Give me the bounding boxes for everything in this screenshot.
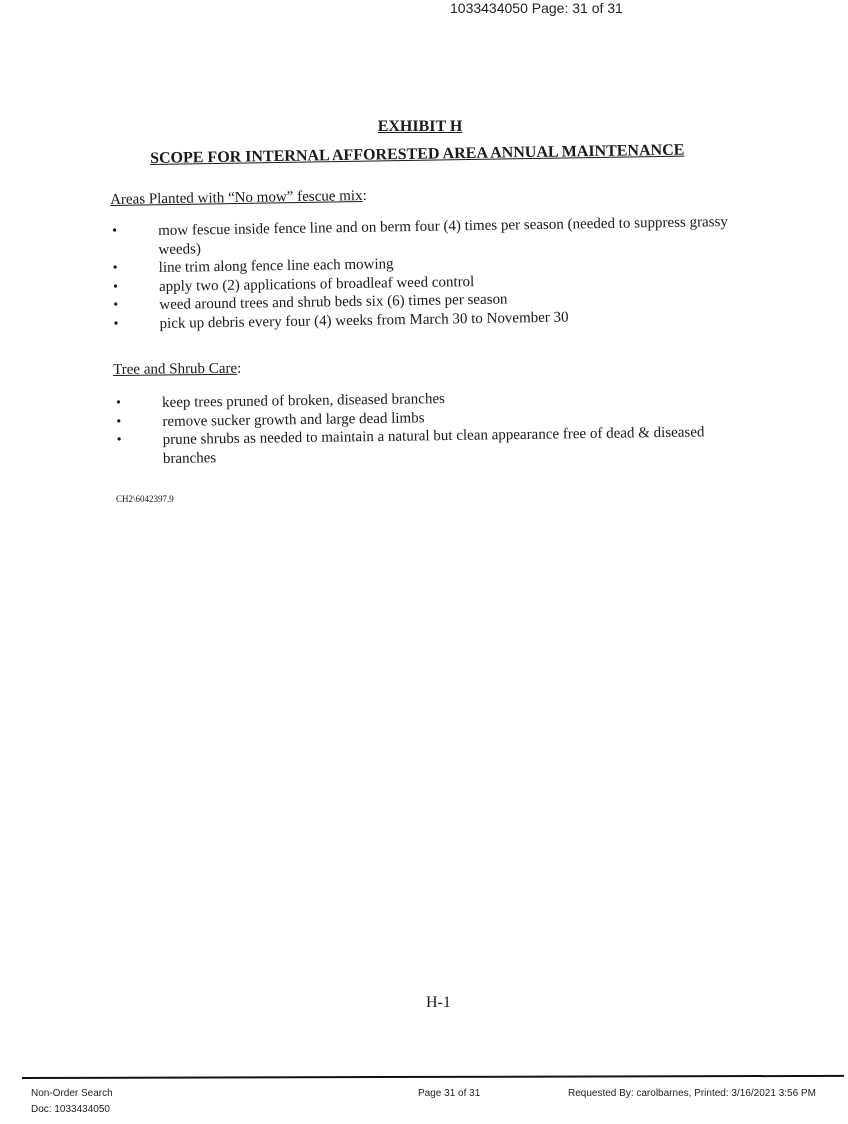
section-heading-tree-shrub: [113, 361, 241, 379]
no-mow-task-list: [112, 213, 740, 333]
section-heading-tree-shrub-text: Tree and Shrub Care: [113, 360, 238, 378]
tree-shrub-task-list: [116, 386, 723, 468]
footer-page-count: Page 31 of 31: [418, 1088, 481, 1099]
bullet-icon: •: [116, 432, 122, 448]
list-item-text: prune shrubs as needed to maintain a natural but clean appearance free of dead & diseased branches: [162, 424, 705, 467]
footer-requested-by: Requested By: carolbarnes, Printed: 3/16/2021 3:56 PM: [568, 1088, 816, 1099]
scope-title: SCOPE FOR INTERNAL AFFORESTED AREA ANNUAL MAINTENANCE: [150, 141, 685, 167]
exhibit-title: EXHIBIT H: [377, 118, 463, 135]
bullet-icon: •: [112, 279, 119, 295]
section-heading-colon: :: [237, 360, 242, 377]
list-item-text: mow fescue inside fence line and on berm four (4) times per season (needed to suppress grassy weeds): [158, 214, 729, 258]
footer-divider: [22, 1075, 844, 1079]
list-item-text: weed around trees and shrub beds six (6) times per season: [159, 291, 508, 313]
list-item: [116, 423, 723, 468]
document-page-stamp: 1033434050 Page: 31 of 31: [450, 0, 623, 16]
section-heading-colon: :: [362, 187, 367, 205]
section-heading-no-mow-text: Areas Planted with “No mow” fescue mix: [110, 188, 363, 208]
list-item-text: apply two (2) applications of broadleaf weed control: [158, 273, 475, 295]
document-reference-number: CH2\6042397.9: [116, 494, 174, 504]
bullet-icon: •: [116, 395, 122, 411]
section-heading-no-mow: [110, 188, 367, 209]
footer-search-type: Non-Order Search: [31, 1088, 113, 1099]
footer-doc-number: Doc: 1033434050: [31, 1104, 110, 1115]
bullet-icon: •: [112, 223, 118, 239]
list-item-text: pick up debris every four (4) weeks from March 30 to November 30: [159, 309, 569, 332]
bullet-icon: •: [113, 297, 119, 313]
page-label: H-1: [426, 994, 451, 1011]
bullet-icon: •: [112, 260, 118, 276]
bullet-icon: •: [113, 316, 119, 332]
list-item-text: line trim along fence line each mowing: [158, 256, 394, 276]
bullet-icon: •: [116, 414, 122, 430]
list-item-text: remove sucker growth and large dead limbs: [162, 409, 425, 430]
list-item-text: keep trees pruned of broken, diseased branches: [162, 391, 446, 411]
